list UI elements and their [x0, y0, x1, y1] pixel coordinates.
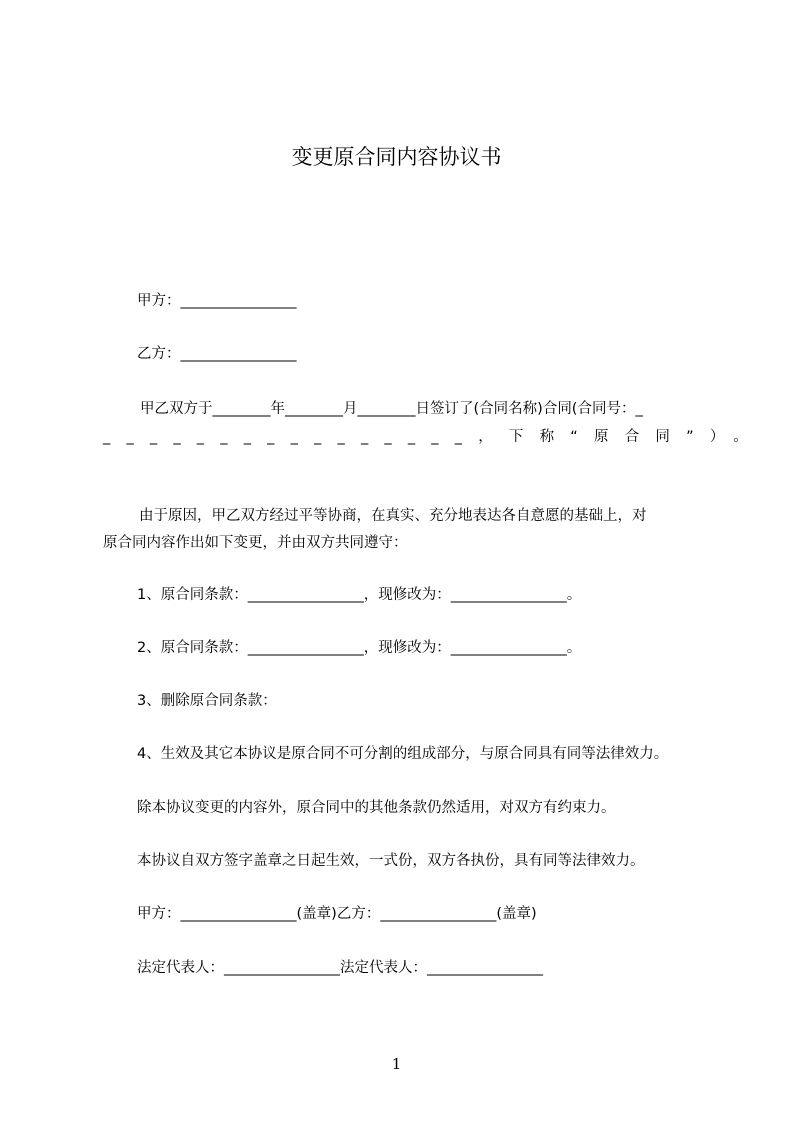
signature-line: 甲方：________________(盖章)乙方：________________(盖章) — [137, 906, 537, 922]
party-b-line: 乙方：________________ — [137, 346, 297, 362]
clause-4: 4、生效及其它本协议是原合同不可分割的组成部分，与原合同具有同等法律效力。 — [137, 746, 669, 762]
clause-3: 3、删除原合同条款： — [137, 693, 277, 709]
document-title: 变更原合同内容协议书 — [291, 145, 502, 169]
reason-line-1: 由于原因，甲乙双方经过平等协商，在真实、充分地表达各自意愿的基础上，对 — [139, 508, 647, 524]
page-number: 1 — [391, 1055, 402, 1073]
clause-1: 1、原合同条款：________________，现修改为：________________。 — [137, 587, 582, 603]
sign-date-line-2: ________________，下称“原合同”）。 — [103, 429, 764, 445]
party-a-line: 甲方：________________ — [137, 293, 297, 309]
effect-clause: 本协议自双方签字盖章之日起生效，一式份，双方各执份，具有同等法律效力。 — [137, 853, 645, 869]
reason-line-2: 原合同内容作出如下变更，并由双方共同遵守： — [103, 535, 408, 551]
remaining-terms: 除本协议变更的内容外，原合同中的其他条款仍然适用，对双方有约束力。 — [137, 800, 616, 816]
sign-date-line-1: 甲乙双方于________年________月________日签订了(合同名称)合同(合同号：_ — [140, 401, 643, 417]
clause-2: 2、原合同条款：________________，现修改为：________________。 — [137, 640, 582, 656]
representative-line: 法定代表人：________________法定代表人：________________ — [137, 960, 543, 976]
